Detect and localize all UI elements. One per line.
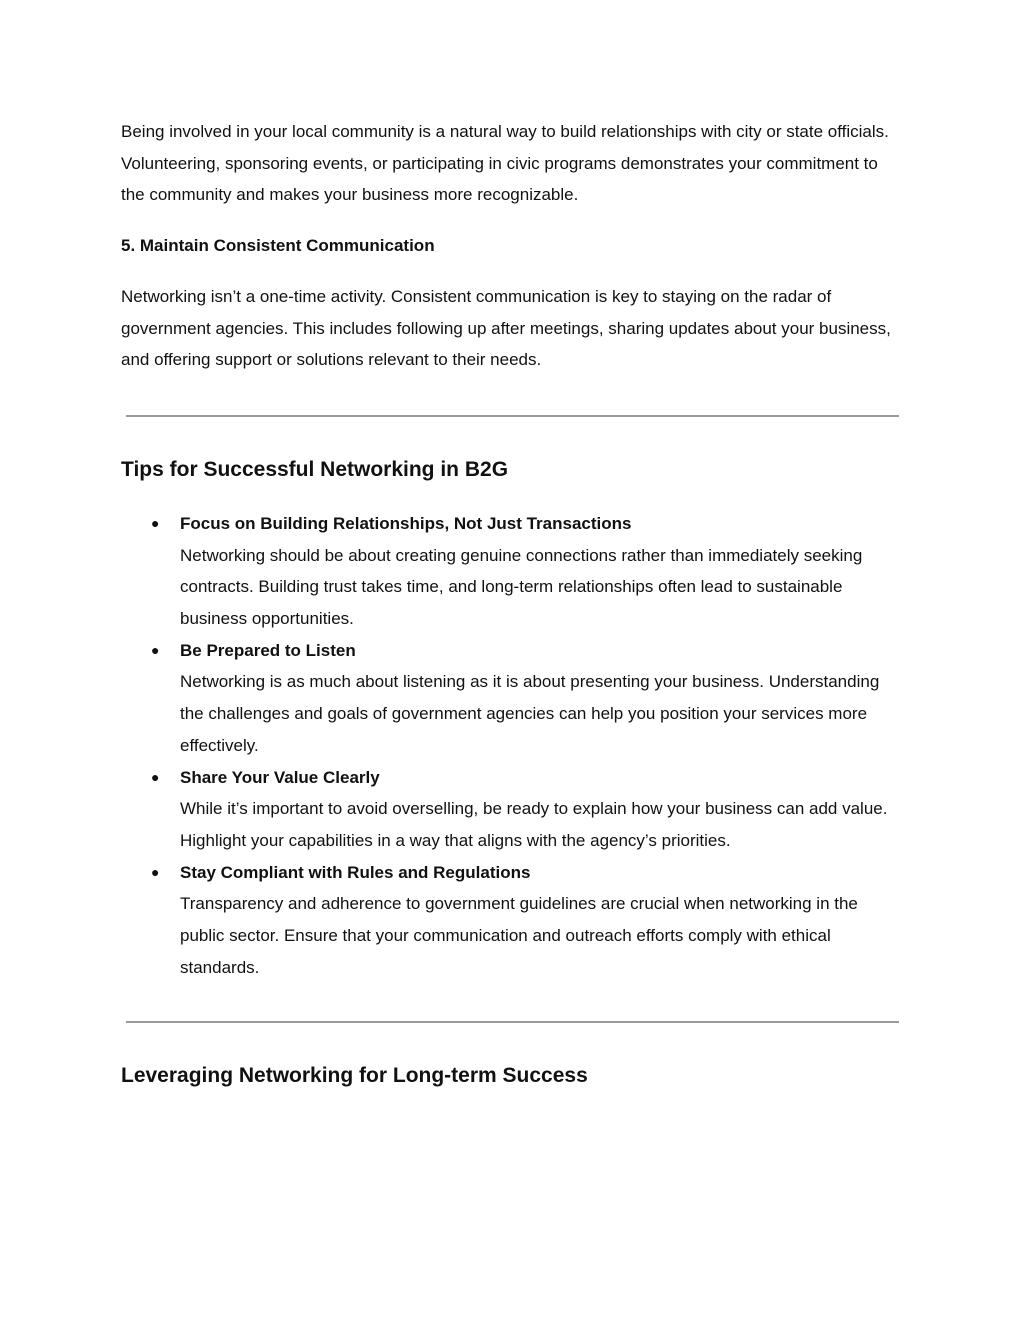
document-page (121, 116, 901, 1091)
list-item (121, 508, 901, 635)
tip-title: Stay Compliant with Rules and Regulations (180, 862, 531, 882)
tip-title: Share Your Value Clearly (180, 767, 380, 787)
tips-section-title: Tips for Successful Networking in B2G (121, 457, 509, 481)
tip-body: Transparency and adherence to government guidelines are crucial when networking in the public sector. Ensure that your communication and outreach efforts comply with ethical standards. (180, 894, 858, 977)
leverage-section-title: Leveraging Networking for Long-term Success (121, 1064, 588, 1088)
bullet-icon: ● (151, 768, 160, 785)
tip-body: Networking should be about creating genuine connections rather than immediately seeking contracts. Building trust takes time, and long-term relationships often lead to sustainable business opportunities. (180, 545, 863, 629)
tip-title: Be Prepared to Listen (180, 640, 356, 660)
tip-title: Focus on Building Relationships, Not Just Transactions (180, 513, 632, 533)
tips-list (121, 508, 901, 984)
section-5-paragraph: Networking isn’t a one-time activity. Consistent communication is key to staying on the radar of government agencies. This includes following up after meetings, sharing updates about your business, and offering support or solutions relevant to their needs. (121, 286, 891, 370)
tip-body: Networking is as much about listening as it is about presenting your business. Understanding the challenges and goals of government agencies can help you position your services more effectively. (180, 672, 880, 755)
tip-body: While it’s important to avoid overselling, be ready to explain how your business can add value. Highlight your capabilities in a way that aligns with the agency’s priorities. (180, 799, 888, 850)
intro-paragraph: Being involved in your local community is a natural way to build relationships with city or state officials. Volunteering, sponsoring events, or participating in civic programs demonstrates your commitment to the community and makes your business more recognizable. (121, 122, 889, 205)
section-5-heading: 5. Maintain Consistent Communication (121, 236, 435, 256)
list-item (121, 857, 901, 984)
bullet-icon: ● (151, 514, 160, 531)
bullet-icon: ● (151, 641, 160, 658)
list-item (121, 762, 901, 857)
list-item (121, 635, 901, 762)
bullet-icon: ● (151, 863, 160, 880)
